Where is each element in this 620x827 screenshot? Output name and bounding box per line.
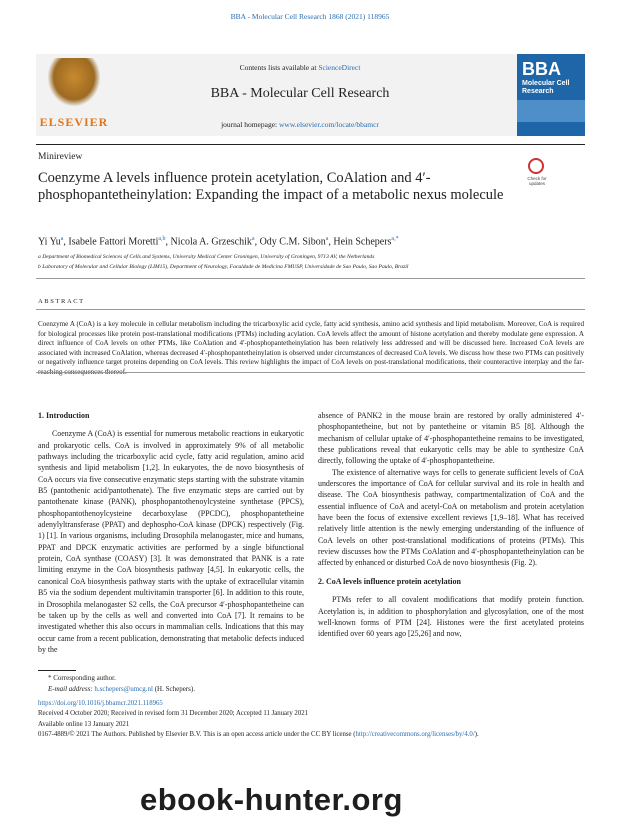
license-text: 0167-4889/© 2021 The Authors. Published by Elsevier B.V. This is an open access article under the CC BY license ( — [38, 730, 356, 738]
section-heading: 2. CoA levels influence protein acetylation — [318, 576, 461, 586]
author-affil-marker[interactable]: a — [60, 236, 64, 242]
author-name: Isabele Fattori Moretti — [68, 236, 159, 248]
author-name: Hein Schepers — [333, 236, 392, 248]
watermark: ebook-hunter.org — [140, 782, 403, 817]
license-link[interactable]: http://creativecommons.org/licenses/by/4.0/ — [355, 730, 475, 738]
author-affil-marker[interactable]: a — [251, 236, 255, 242]
author-name: Ody C.M. Sibon — [259, 236, 326, 248]
homepage-link[interactable]: www.elsevier.com/locate/bbamcr — [279, 120, 379, 129]
paragraph: The existence of alternative ways for cells to generate sufficient levels of CoA underscores the importance of CoA for cellular survival and its role in health and disease. The CoA biosynthesis pathway, compartmentalization of CoA and the essential influence of CoA and acetyl-CoA on metabolism and protein acetylation have been the focus of extensive excellent reviews [1,9–18]. What has received relatively little attention is the newly emerging understanding of the influence of CoA levels on other post-translational modifications of proteins (PTMs). This review discusses how the PTMs CoAlation and 4′-phosphopantetheinylation can be affected by enhanced or disturbed CoA de novo biosynthesis (Fig. 2). — [318, 467, 584, 568]
elsevier-logo[interactable] — [38, 56, 110, 130]
license-suffix: ). — [474, 730, 479, 738]
check-for-updates-button[interactable] — [524, 158, 550, 188]
homepage-line — [115, 120, 485, 129]
doi-link[interactable]: https://doi.org/10.1016/j.bbamcr.2021.118965 — [38, 700, 163, 707]
body-column-left — [38, 410, 304, 655]
author-affil-marker[interactable]: a,* — [391, 236, 399, 242]
abstract-heading: ABSTRACT — [38, 298, 85, 305]
article-title: Coenzyme A levels influence protein acetylation, CoAlation and 4′-phosphopantetheinylation: Expanding the impact of a metabolic nexus molecule — [38, 170, 504, 203]
affiliation-a: a Department of Biomedical Sciences of Cells and Systems, University Medical Center Groningen, University of Groningen, 9713 AV, the Netherlands — [38, 254, 375, 260]
affiliation-divider — [36, 278, 585, 279]
cover-title: BBA — [522, 59, 561, 79]
cover-image — [517, 100, 585, 122]
abstract-divider-top — [36, 309, 585, 310]
citation-line — [0, 12, 620, 21]
paragraph: PTMs refer to all covalent modifications that modify protein function. Acetylation is, in addition to phosphorylation and glycosylation, one of the most well-known forms of PTM [24]. Histones were the first acetylated proteins identified over 60 years ago [25,26] and now, — [318, 595, 584, 639]
footnote — [48, 673, 195, 694]
email-suffix: (H. Schepers). — [154, 684, 195, 693]
license-line — [38, 730, 598, 740]
sciencedirect-link[interactable]: ScienceDirect — [318, 63, 361, 72]
article-footer — [38, 699, 598, 740]
affiliation-b: b Laboratory of Molecular and Cellular Biology (LIM15), Department of Neurology, Faculdade de Medicina FMUSP, Universidade de Sao Paulo, Sao Paulo, Brazil — [38, 264, 409, 270]
body-column-right — [318, 410, 584, 640]
author-list: Yi Yu$^a$, Isabele Fattori Moretti$^{a,b}$, Nicola A. Grzeschik$^a$, Ody C.M. Sibon$^a$, Hein Schepers$^{a,*}$ — [38, 236, 399, 248]
available-online: Available online 13 January 2021 — [38, 720, 130, 728]
check-updates-label: Check for updates — [527, 176, 547, 186]
abstract-text: Coenzyme A (CoA) is a key molecule in cellular metabolism including the tricarboxylic acid cycle, fatty acid synthesis, amino acid synthesis and lipid metabolism. Moreover, CoA is required for biological processes like protein post-translational modifications (PTMs) including acylation. CoA levels affect the amount of histone acetylation and thereby modulate gene expression. A direct influence of CoA levels on other PTMs, like CoAlation and 4′-phosphopantetheinylation has been relatively less addressed and will be discussed here. Increased CoA levels are associated with increased CoAlation, whereas decreased 4′-phosphopantetheinylation is observed under circumstances of decreased CoA levels. We discuss how these two PTMs can positively or negatively influence target proteins depending on CoA levels. This review highlights the impact of CoA levels on post-translational modifications, their counteractive interplay and the far-reaching consequences thereof. — [38, 320, 584, 376]
journal-title: BBA - Molecular Cell Research — [210, 86, 390, 101]
author-affil-marker[interactable]: a — [325, 236, 329, 242]
tree-logo-icon — [48, 58, 100, 106]
email-line — [48, 684, 195, 695]
corresponding-author: * Corresponding author. — [48, 674, 116, 682]
author-name: Yi Yu — [38, 236, 61, 248]
author-name: Nicola A. Grzeschik — [170, 236, 252, 248]
citation-link[interactable]: BBA - Molecular Cell Research 1868 (2021) 118965 — [230, 12, 390, 21]
abstract-divider-bottom — [36, 372, 585, 373]
homepage-prefix: journal homepage: — [221, 120, 278, 129]
footnote-divider — [38, 670, 76, 671]
contents-prefix: Contents lists available at — [239, 63, 317, 72]
email-link[interactable]: h.schepers@umcg.nl — [94, 684, 153, 693]
article-type: Minireview — [38, 152, 83, 162]
paragraph: absence of PANK2 in the mouse brain are restored by orally administered 4′-phosphopantetheine, but not by pantetheine or vitamin B5 [8]. Although the mechanism of cellular uptake of 4′-phosphopantetheine remains to be investigated, these publications reveal that eukaryotic cells may be able to synthesize CoA directly, following the uptake of 4′-phosphopantetheine. — [318, 411, 584, 466]
update-check-icon — [528, 158, 544, 174]
journal-cover[interactable] — [517, 54, 585, 136]
email-label: E-mail address: — [48, 684, 93, 693]
header-divider — [36, 144, 585, 145]
publisher-name: ELSEVIER — [39, 115, 109, 129]
received-dates: Received 4 October 2020; Received in revised form 31 December 2020; Accepted 11 January 2021 — [38, 710, 309, 718]
author-affil-marker[interactable]: a,b — [158, 236, 166, 242]
paragraph: Coenzyme A (CoA) is essential for numerous metabolic reactions in eukaryotic and prokaryotic cells. CoA is involved in approximately 9% of all metabolic pathways including the tricarboxylic acid cycle, fatty acid regulation, amino acid synthesis and lipid metabolism [1,2]. In eukaryotes, the de novo biosynthesis of CoA occurs via five consecutive enzymatic steps starting with the substrate vitamin B5 (pantothenic acid/pantothenate). The five enzymatic steps are carried out by pantothenate kinase (PANK), phosphopantothenoylcysteine synthetase (PPCS), phosphopantothenoylcysteine decarboxylase (PPCDC), phosphopantetheine adenylyltransferase (PPAT) and dephospho-CoA kinase (DPCK) respectively (Fig. 1) [1]. In various organisms, including Drosophila melanogaster, mice and humans, PPAT and DPCK enzymatic activities are performed by a single bifunctional protein, CoA synthase (COASY) [3]. It was demonstrated that PANK is a rate limiting enzyme in the CoA biosynthesis pathway [4,5]. In eukaryotic cells, the canonical CoA biosynthesis pathway starts with the uptake of extracellular vitamin B5 via the sodium dependent multivitamin transporter [6]. In addition to this route, in Drosophila melanogaster S2 cells, the CoA precursor 4′-phosphopantetheine can be taken up by the cells as well and converted into CoA [7]. It remains to be investigated whether this also occurs in mammalian cells. Indications that this may occur came from a recent publication, demonstrating that metabolic defects induced by the — [38, 429, 304, 654]
section-heading: 1. Introduction — [38, 411, 90, 420]
contents-line — [115, 63, 485, 72]
cover-subtitle: Molecular Cell Research — [522, 80, 570, 95]
